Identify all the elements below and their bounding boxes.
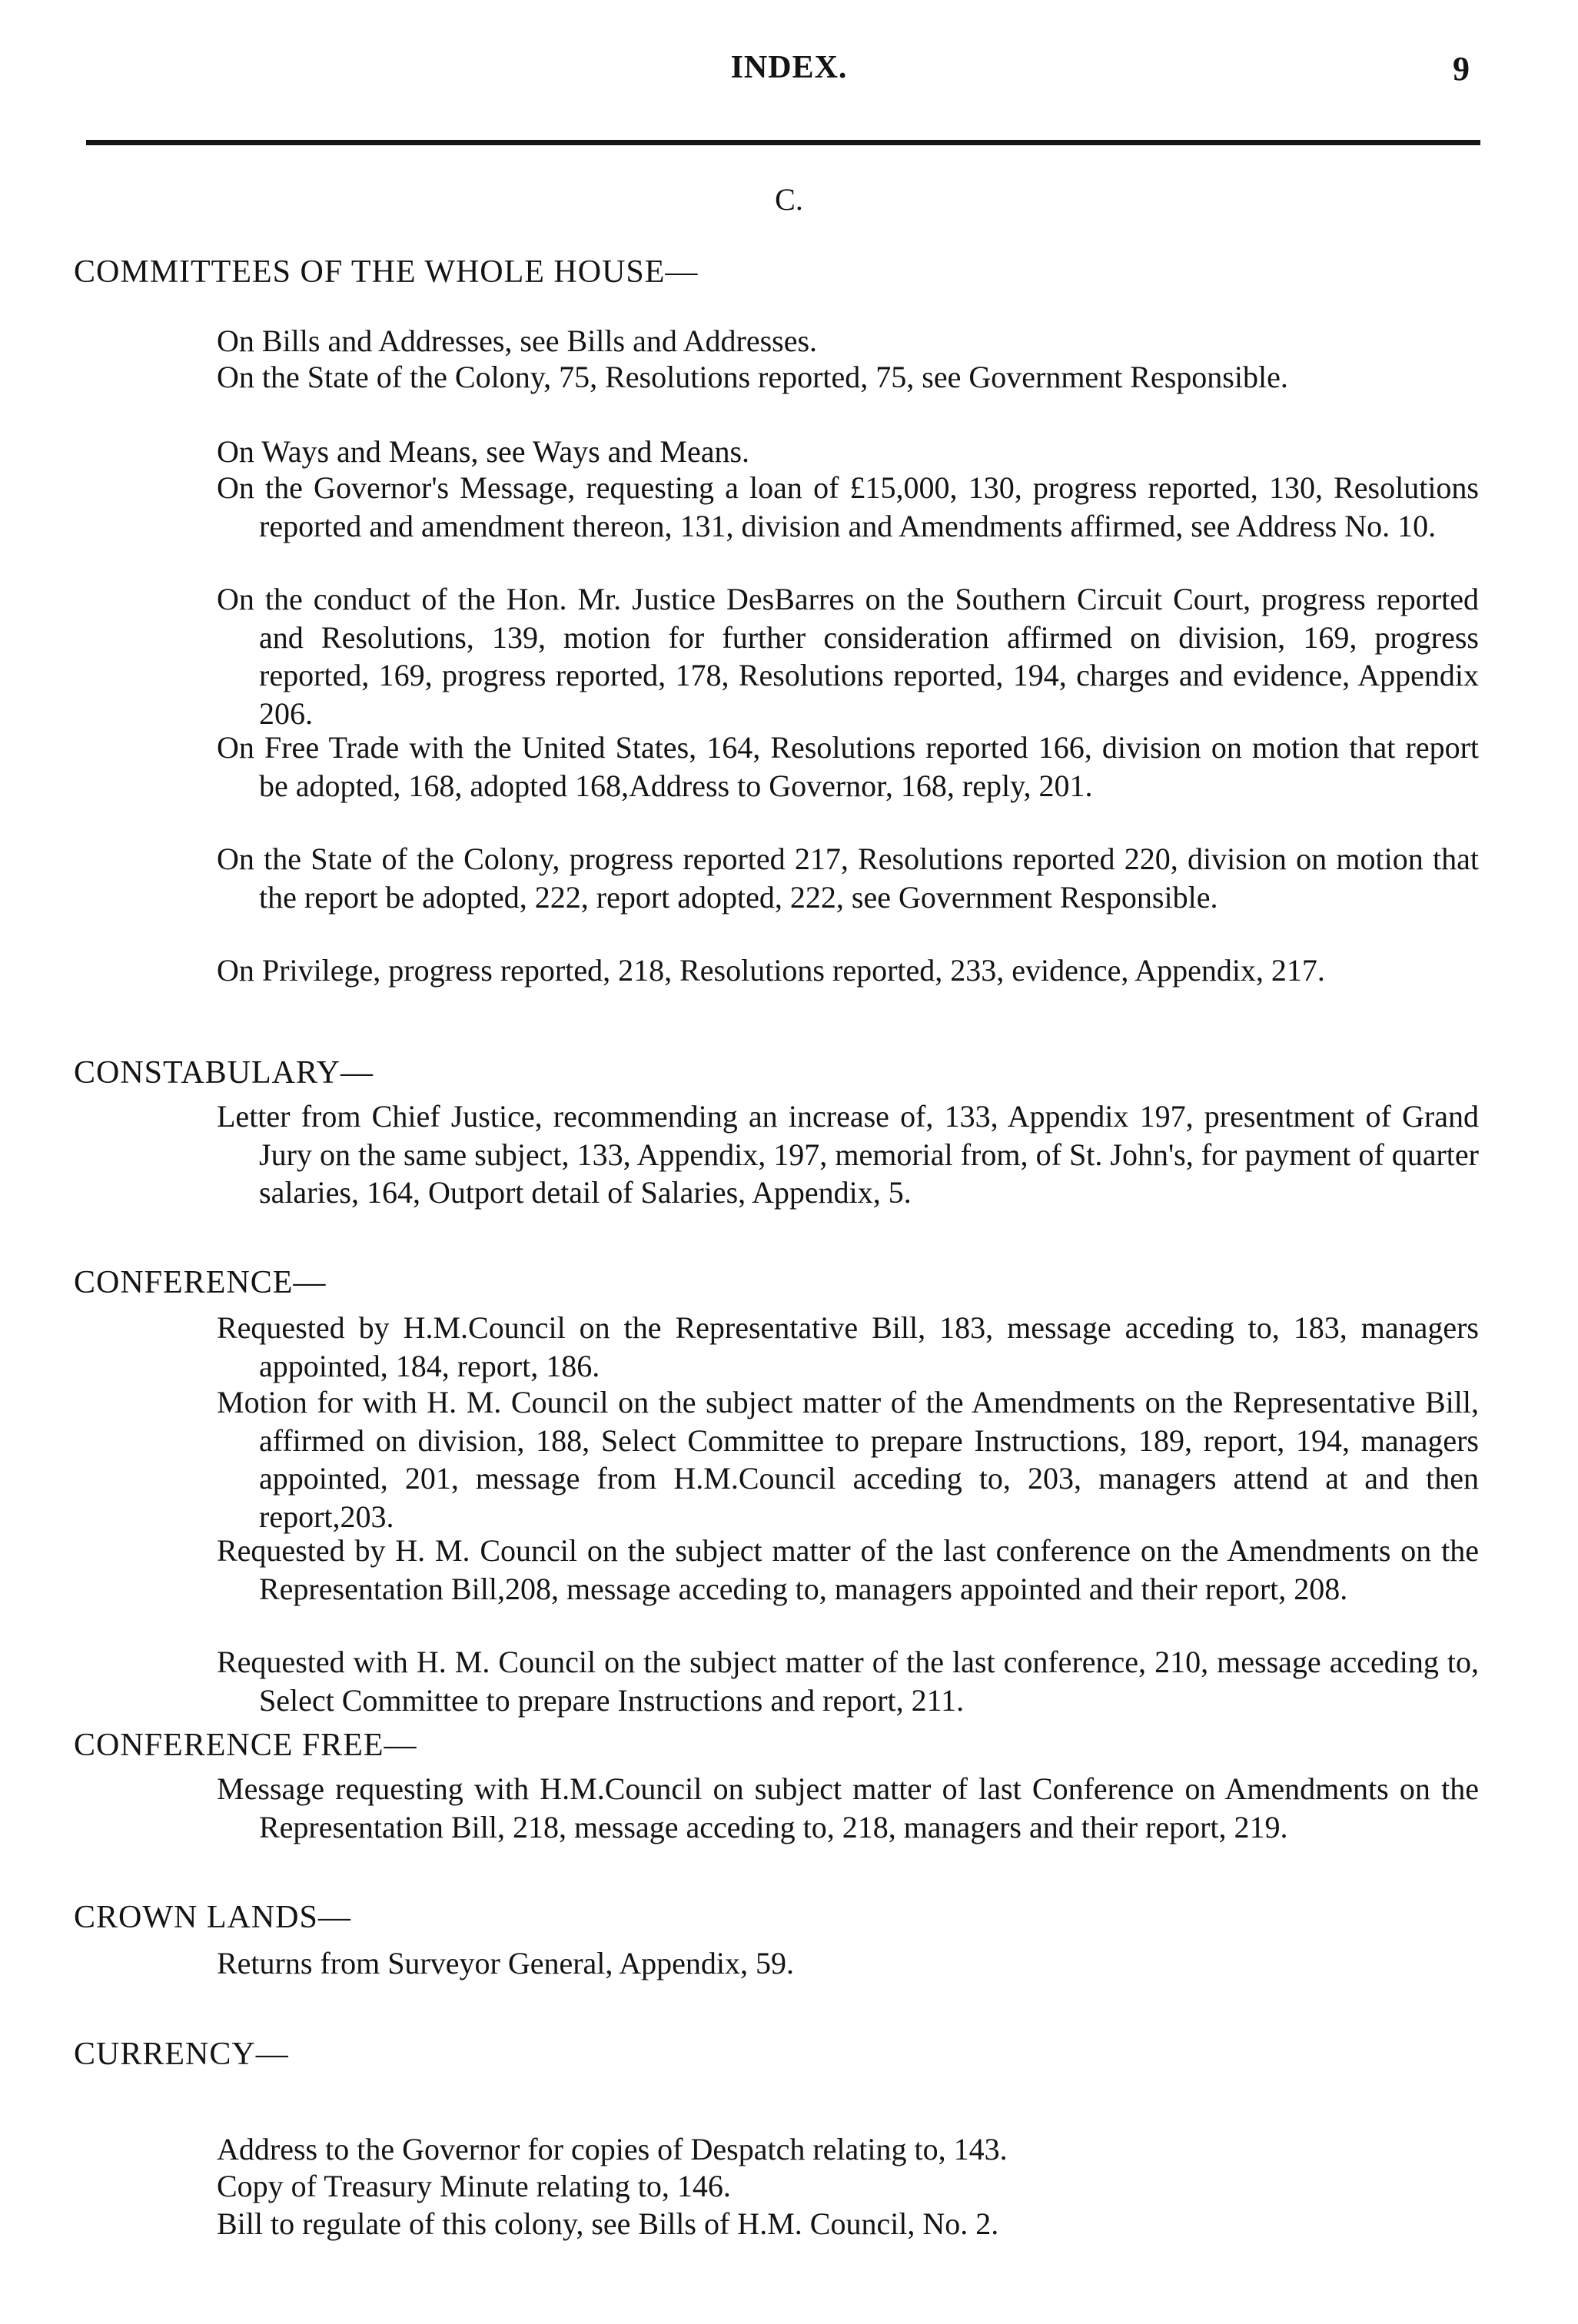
index-entry: Address to the Governor for copies of Despatch relating to, 143. [217,2132,1008,2166]
index-entry: Copy of Treasury Minute relating to, 146. [217,2169,731,2203]
index-entry: Message requesting with H.M.Council on subject matter of last Conference on Amendments on the Representation Bill, 218, message acceding to, 218, managers and their report, 219. [217,1771,1479,1844]
index-entry: Motion for with H. M. Council on the subject matter of the Amendments on the Representative Bill, affirmed on division, 188, Select Committee to prepare Instructions, 189, report, 194, managers appointed, 201, message from H.M.Council acceding to, 203, managers attend at and then report,203. [217,1385,1479,1534]
index-entry: On Privilege, progress reported, 218, Resolutions reported, 233, evidence, Appendix, 217. [217,953,1325,988]
index-entry: Requested by H.M.Council on the Representative Bill, 183, message acceding to, 183, managers appointed, 184, report, 186. [217,1310,1479,1383]
header-rule [86,140,1480,145]
index-entry: Requested by H. M. Council on the subject matter of the last conference on the Amendments on the Representation Bill,208, message acceding to, managers appointed and their report, 208. [217,1533,1479,1606]
index-heading: CURRENCY— [74,2037,289,2072]
page-number: 9 [1453,50,1470,88]
index-heading: CONFERENCE FREE— [74,1728,417,1763]
index-heading: CONFERENCE— [74,1265,327,1300]
index-heading: CROWN LANDS— [74,1900,351,1935]
index-entry: Bill to regulate of this colony, see Bills of H.M. Council, No. 2. [217,2206,999,2241]
section-letter: C. [775,182,803,217]
index-entry: On Bills and Addresses, see Bills and Addresses. [217,324,818,358]
index-entry: On Free Trade with the United States, 164, Resolutions reported 166, division on motion that report be adopted, 168, adopted 168,Address to Governor, 168, reply, 201. [217,730,1479,803]
index-entry: On the conduct of the Hon. Mr. Justice DesBarres on the Southern Circuit Court, progress reported and Resolutions, 139, motion for further consideration affirmed on division, 169, progress reported, 169, progress reported, 178, Resolutions reported, 194, charges and evidence, Appendix 206. [217,582,1479,731]
index-heading: CONSTABULARY— [74,1055,374,1091]
index-entry: On the State of the Colony, progress reported 217, Resolutions reported 220, division on motion that the report be adopted, 222, report adopted, 222, see Government Responsible. [217,842,1479,915]
index-entry: Letter from Chief Justice, recommending an increase of, 133, Appendix 197, presentment of Grand Jury on the same subject, 133, Appendix, 197, memorial from, of St. John's, for payment of quarter salaries, 164, Outport detail of Salaries, Appendix, 5. [217,1099,1479,1210]
index-entry: On the Governor's Message, requesting a loan of £15,000, 130, progress reported, 130, Resolutions reported and amendment thereon, 131, division and Amendments affirmed, see Address No. 10. [217,470,1479,543]
index-entry: Requested with H. M. Council on the subject matter of the last conference, 210, message acceding to, Select Committee to prepare Instructions and report, 211. [217,1645,1479,1718]
index-entry: Returns from Surveyor General, Appendix, 59. [217,1946,794,1980]
index-entry: On Ways and Means, see Ways and Means. [217,434,750,469]
index-entry: On the State of the Colony, 75, Resolutions reported, 75, see Government Responsible. [217,360,1288,394]
index-heading: COMMITTEES OF THE WHOLE HOUSE— [74,254,699,290]
running-header-title: INDEX. [730,50,848,85]
